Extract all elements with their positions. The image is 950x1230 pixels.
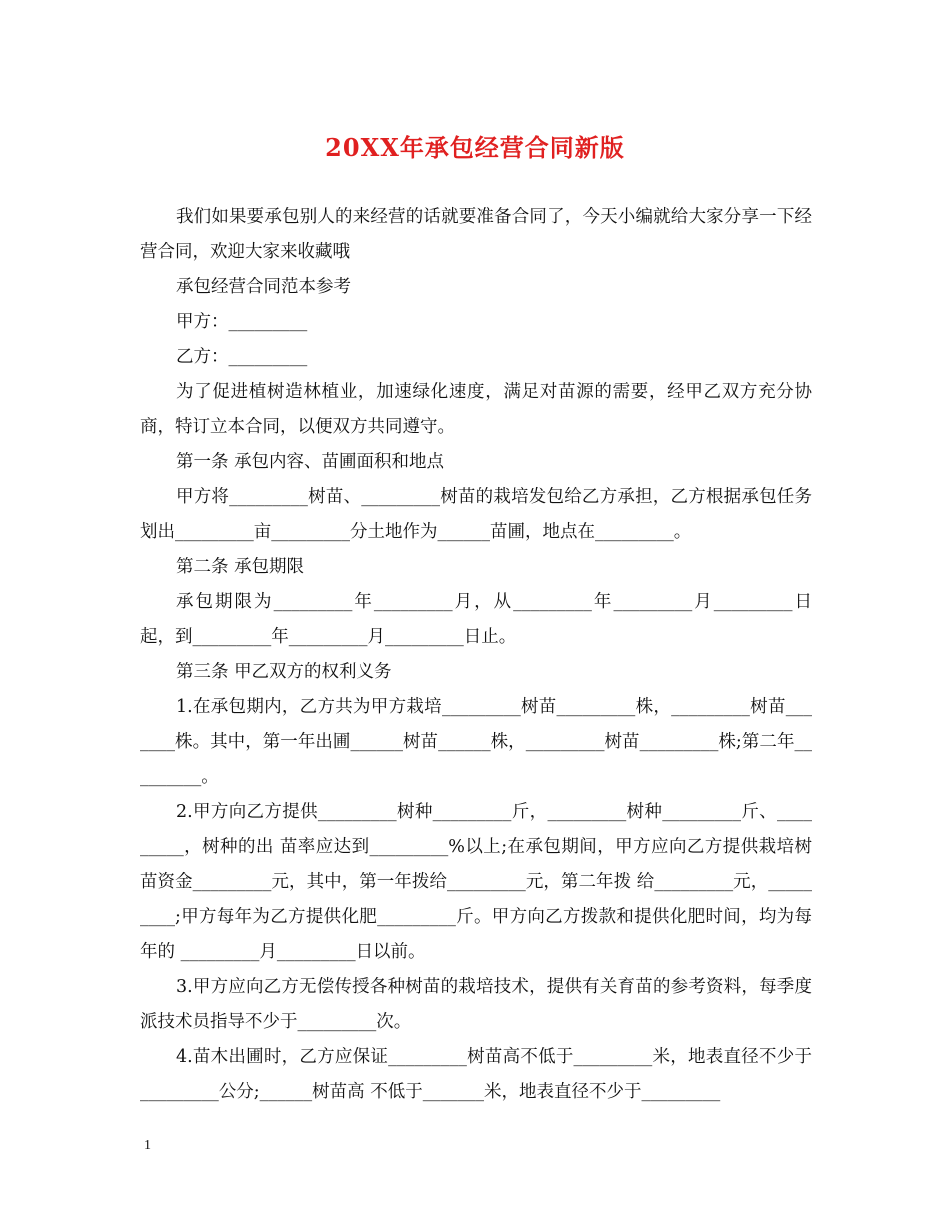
document-body <box>140 200 812 1110</box>
article-1-body: 甲方将_________树苗、_________树苗的栽培发包给乙方承担，乙方根据承包任务划出_________亩_________分土地作为______苗圃，地点在_________。 <box>140 487 812 542</box>
contract-subtitle: 承包经营合同范本参考 <box>176 277 351 297</box>
page-number: 1 <box>144 1138 151 1153</box>
document-title: 20XX年承包经营合同新版 <box>325 133 625 162</box>
party-b-line: 乙方：_________ <box>176 347 308 367</box>
article-3-heading: 第三条 甲乙双方的权利义务 <box>176 662 392 682</box>
clause-3-paragraph: 3.甲方应向乙方无偿传授各种树苗的栽培技术，提供有关育苗的参考资料，每季度派技术员指导不少于_________次。 <box>140 977 812 1032</box>
clause-4-paragraph: 4.苗木出圃时，乙方应保证_________树苗高不低于_________米，地表直径不少于_________公分;______树苗高 不低于_______米，地表直径不少于_________ <box>140 1047 812 1102</box>
clause-2-paragraph: 2.甲方向乙方提供_________树种_________斤，_________树种_________斤、_________，树种的出 苗率应达到_________%以上;在承包期间，甲方应向乙方提供栽培树苗资金_________元，其中，第一年拨给_________元，第二年拨 给_________元，_________;甲方每年为乙方提供化肥_________斤。甲方向乙方拨款和提供化肥时间，均为每年的 _________月_________日以前。 <box>140 802 812 962</box>
article-1-heading: 第一条 承包内容、苗圃面积和地点 <box>176 452 445 472</box>
article-2-heading: 第二条 承包期限 <box>176 557 305 577</box>
preamble-paragraph: 为了促进植树造林植业，加速绿化速度，满足对苗源的需要，经甲乙双方充分协商，特订立本合同，以便双方共同遵守。 <box>140 382 812 437</box>
intro-paragraph: 我们如果要承包别人的来经营的话就要准备合同了，今天小编就给大家分享一下经营合同，欢迎大家来收藏哦 <box>140 207 812 262</box>
party-a-line: 甲方：_________ <box>176 312 308 332</box>
clause-1-paragraph: 1.在承包期内，乙方共为甲方栽培_________树苗_________株，_________树苗_______株。其中，第一年出圃______树苗______株，_________树苗_________株;第二年_________。 <box>140 697 812 787</box>
article-2-body: 承包期限为_________年_________月，从_________年_________月_________日起，到_________年_________月_________日止。 <box>140 592 812 647</box>
